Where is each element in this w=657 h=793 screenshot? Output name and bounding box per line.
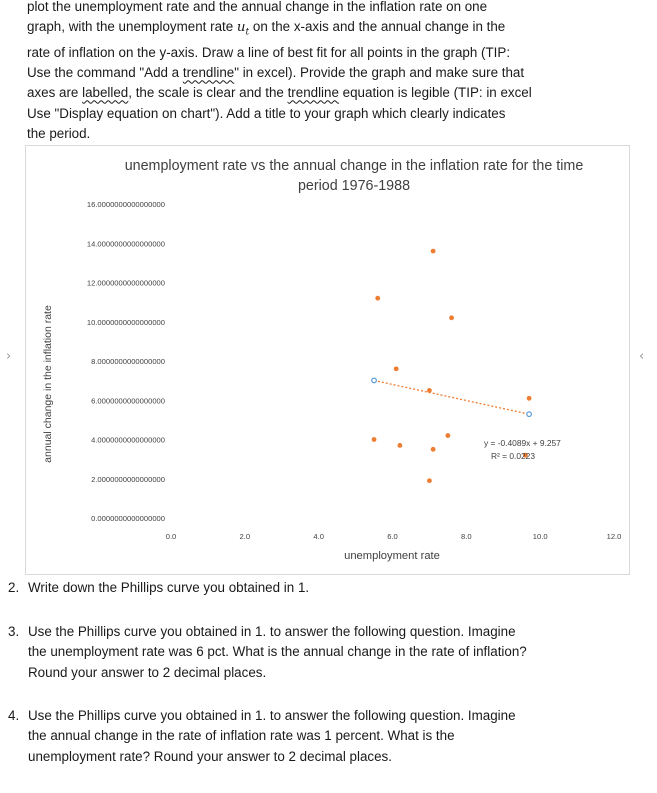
y-axis-label: annual change in the inflation rate [42,305,54,463]
chart-frame[interactable] [25,145,630,575]
question-3 [8,622,628,683]
trendline-handle[interactable] [372,378,377,383]
math-u: u [236,20,246,36]
question-2-number: 2. [8,580,20,595]
intro-line-1: plot the unemployment rate and the annual change in the inflation rate on one [27,0,488,14]
math-sub-t: t [245,27,250,38]
y-tick-label: 4.0000000000000000 [91,435,165,445]
x-tick-label: 4.0 [313,532,324,541]
intro-line-6: Use "Display equation on chart"). Add a title to your graph which clearly indicates [27,105,506,121]
question-3-number: 3. [8,624,20,639]
data-point[interactable] [397,443,402,448]
question-3-line-1: Use the Phillips curve you obtained in 1. to answer the following question. Imagine [28,624,516,639]
y-tick-label: 10.0000000000000000 [86,317,165,327]
data-point[interactable] [375,296,380,301]
question-2 [8,578,628,598]
question-1-text [27,0,587,144]
chart-title-line-2: period 1976-1988 [297,178,411,194]
trendline[interactable] [374,380,529,414]
question-2-line-1: Write down the Phillips curve you obtained in 1. [28,580,310,595]
y-tick-label: 2.0000000000000000 [91,474,165,484]
intro-line-2: graph, with the unemployment rate $u_t$ on the x-axis and the annual change in the [27,19,506,38]
chart-title-line-1: unemployment rate vs the annual change in the inflation rate for the time [124,158,584,174]
y-tick-label: 14.0000000000000000 [86,239,165,249]
data-point[interactable] [527,396,532,401]
intro-line-5: axes are labelled, the scale is clear and the trendline equation is legible (TIP: in excel [27,85,532,101]
x-tick-label: 0.0 [165,532,177,541]
right-chevron-icon: ‹ [639,349,645,364]
data-point[interactable] [394,366,399,371]
data-point[interactable] [449,315,454,320]
x-tick-label: 6.0 [387,532,398,541]
question-3-line-3: Round your answer to 2 decimal places. [28,664,267,680]
intro-line-7: the period. [27,125,91,141]
r-squared-label[interactable]: R² = 0.0223 [491,451,535,461]
intro-line-4: Use the command "Add a trendline" in excel). Provide the graph and make sure that [27,65,525,81]
data-point[interactable] [427,388,432,393]
x-tick-label: 2.0 [239,532,251,541]
data-point[interactable] [431,249,436,254]
question-4-number: 4. [8,708,20,723]
x-axis-label: unemployment rate [344,550,440,562]
x-tick-labels [166,532,622,541]
left-chevron-icon: › [6,349,12,364]
question-4-line-1: Use the Phillips curve you obtained in 1. to answer the following question. Imagine [28,708,516,723]
data-point[interactable] [427,478,432,483]
trendline-handle[interactable] [527,412,532,417]
y-tick-label: 8.0000000000000000 [91,357,165,366]
x-tick-label: 10.0 [532,532,548,541]
scatter-chart [26,146,629,574]
x-tick-label: 8.0 [461,532,472,541]
question-4 [8,706,628,767]
y-tick-label: 0.0000000000000000 [91,514,165,523]
question-3-line-2: the unemployment rate was 6 pct. What is the annual change in the rate of inflation? [28,644,527,660]
y-tick-label: 6.0000000000000000 [91,396,165,406]
y-tick-labels [87,200,165,523]
trend-equation-label[interactable]: y = -0.4089x + 9.257 [484,438,561,448]
data-point[interactable] [431,447,436,452]
y-tick-label: 12.0000000000000000 [86,278,165,288]
data-point[interactable] [372,437,377,442]
intro-line-3: rate of inflation on the y-axis. Draw a line of best fit for all points in the graph (TIP: [27,45,511,61]
trendline-handles [372,378,532,416]
question-4-line-2: the annual change in the rate of inflation rate was 1 percent. What is the [28,728,455,744]
x-tick-label: 12.0 [606,532,622,541]
data-point[interactable] [445,433,450,438]
y-tick-label: 16.0000000000000000 [86,200,165,209]
question-4-line-3: unemployment rate? Round your answer to 2 decimal places. [28,748,392,764]
